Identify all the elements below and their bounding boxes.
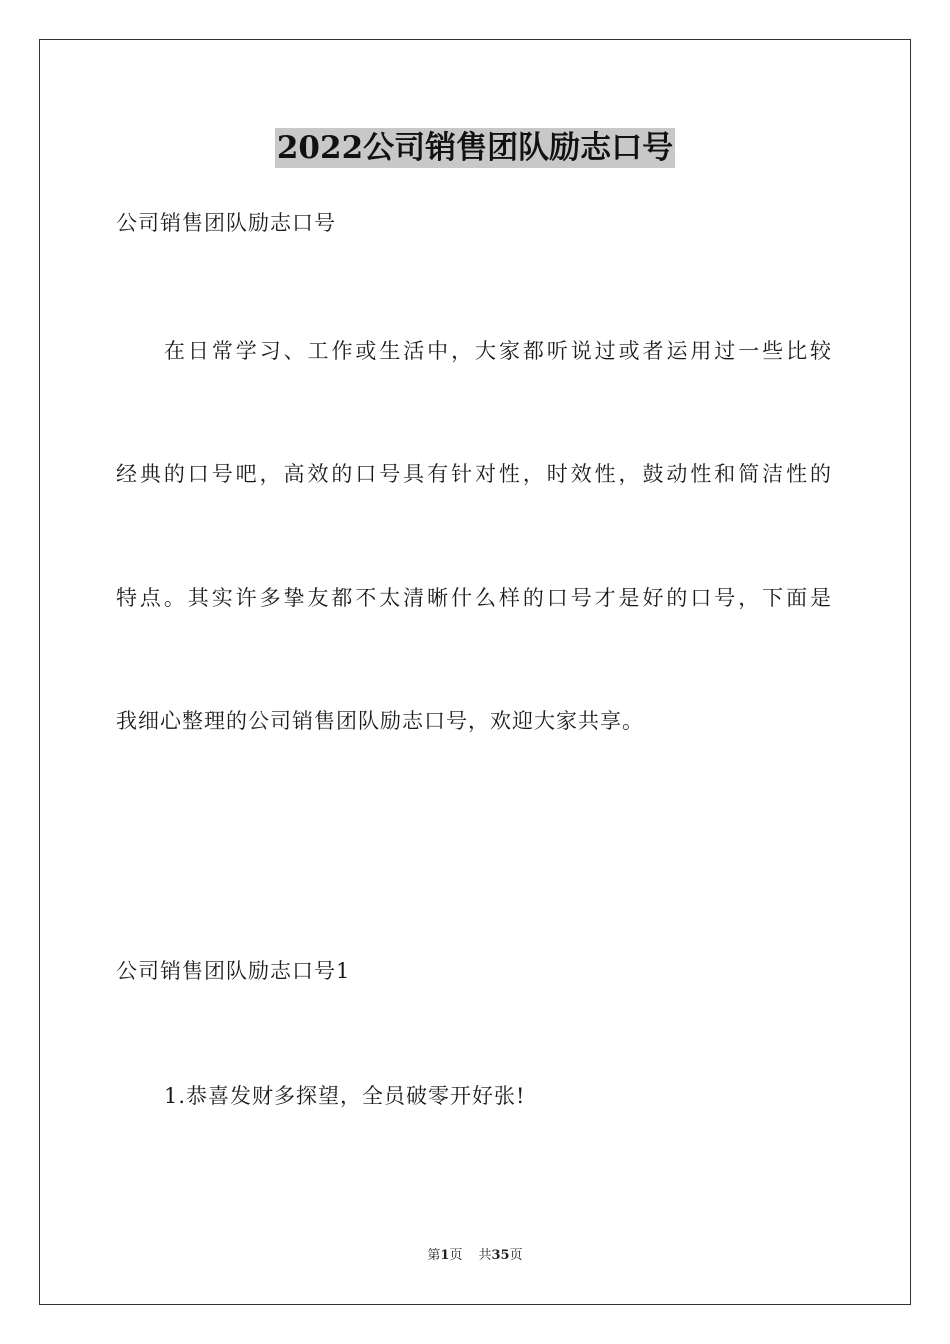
section-heading: 公司销售团队励志口号1 bbox=[116, 959, 351, 983]
intro-line-4: 我细心整理的公司销售团队励志口号，欢迎大家共享。 bbox=[116, 709, 644, 733]
intro-line-1: 在日常学习、工作或生活中，大家都听说过或者运用过一些比较 bbox=[164, 339, 832, 363]
footer-total-prefix: 共 bbox=[478, 1248, 492, 1263]
document-title: 2022公司销售团队励志口号 bbox=[276, 130, 674, 166]
intro-line-2: 经典的口号吧，高效的口号具有针对性，时效性，鼓动性和简洁性的 bbox=[116, 462, 832, 486]
footer-total-pages: 35 bbox=[491, 1248, 510, 1263]
intro-line-3: 特点。其实许多挚友都不太清晰什么样的口号才是好的口号，下面是 bbox=[116, 586, 832, 610]
title-container bbox=[0, 128, 950, 168]
list-item-1: 1.恭喜发财多探望，全员破零开好张! bbox=[164, 1084, 526, 1108]
footer-total-suffix: 页 bbox=[509, 1248, 523, 1263]
document-subtitle: 公司销售团队励志口号 bbox=[116, 211, 336, 235]
footer-page-number: 1 bbox=[440, 1248, 450, 1263]
footer-page-prefix: 第 bbox=[427, 1248, 441, 1263]
page-footer bbox=[0, 1246, 950, 1266]
footer-page-suffix: 页 bbox=[449, 1248, 463, 1263]
